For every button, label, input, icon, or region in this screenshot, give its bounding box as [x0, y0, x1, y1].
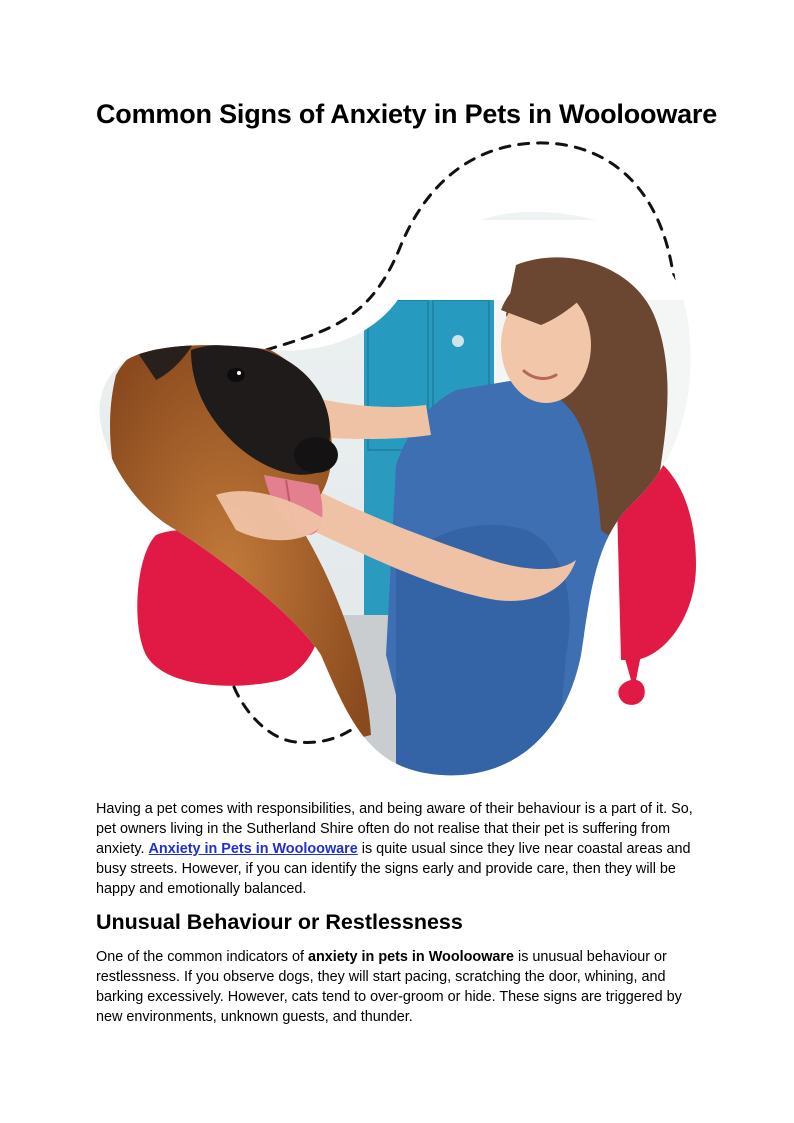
dashed-curve-bottom	[234, 687, 351, 742]
section-text-start: One of the common indicators of	[96, 949, 308, 965]
section-paragraph	[96, 947, 706, 1027]
section-heading: Unusual Behaviour or Restlessness	[96, 910, 463, 934]
hero-illustration	[96, 135, 706, 785]
intro-text-end: is quite usual since they live near coastal areas and busy streets. However, if you can identify the signs early and provide care, then they will be happy and emotionally balanced.	[96, 841, 691, 897]
anxiety-in-pets-link[interactable]: Anxiety in Pets in Woolooware	[148, 841, 358, 857]
red-drip	[618, 655, 644, 705]
section-bold-keyword: anxiety in pets in Woolooware	[307, 949, 515, 965]
intro-paragraph	[96, 799, 706, 899]
vet-dog-photo	[96, 195, 706, 785]
section-text-end: is unusual behaviour or restlessness. If you observe dogs, they will start pacing, scratching the door, whining, and barking excessively. However, cats tend to over-groom or hide. These signs are triggered by new environments, unknown guests, and thunder.	[96, 949, 682, 1025]
intro-text-start: Having a pet comes with responsibilities, and being aware of their behaviour is a part of it. So, pet owners living in the Sutherland Shire often do not realise that their pet is suffering from anxiety.	[96, 801, 693, 857]
page-title: Common Signs of Anxiety in Pets in Woolooware	[96, 99, 718, 129]
